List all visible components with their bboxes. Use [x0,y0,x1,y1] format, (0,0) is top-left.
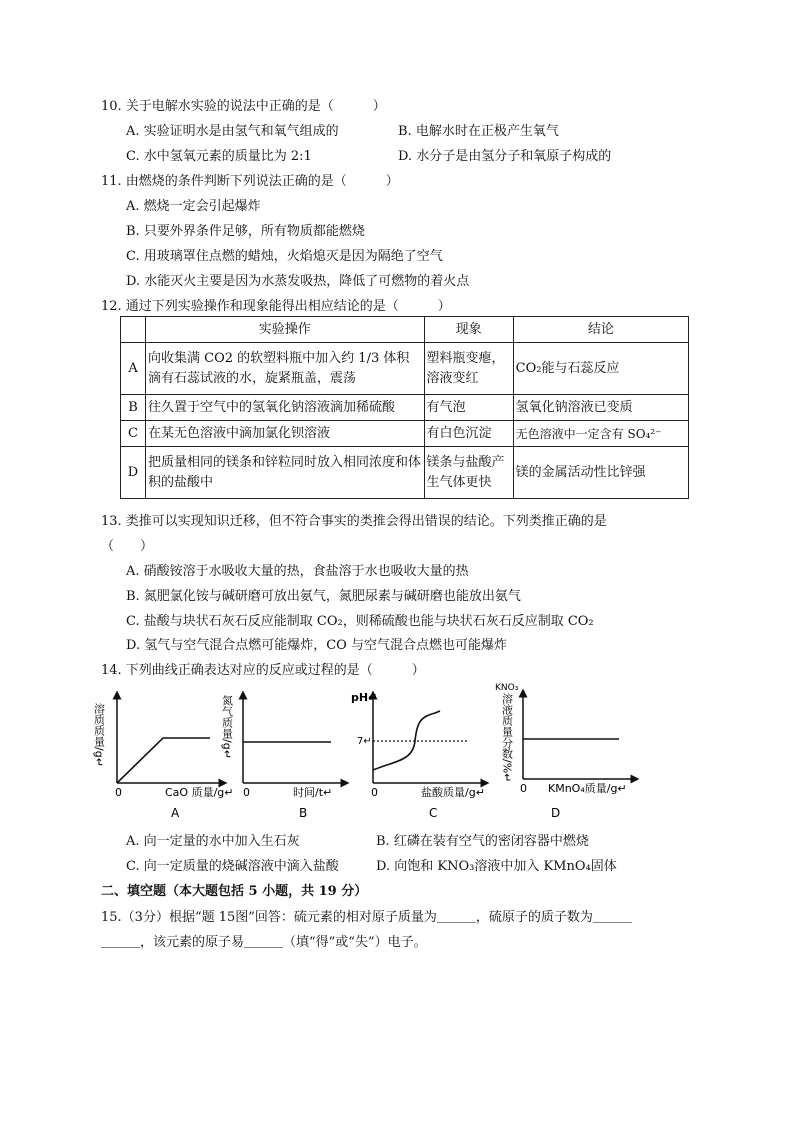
q13-stem-bracket: （ ） [101,539,154,554]
graph-d-ylabel: 溶液质量分数/%↵ [500,693,514,783]
graph-b-origin: 0 [243,786,250,799]
q14-option-c: C. 向一定质量的烧碱溶液中滴入盐酸 [126,859,339,874]
graph-d-origin: 0 [520,782,527,795]
graph-c-ylabel: pH↵ [351,691,378,704]
graph-a-xlabel: CaO 质量/g↵ [165,786,234,799]
q11-option-b: B. 只要外界条件足够，所有物质都能燃烧 [126,224,365,239]
table-header [121,317,146,343]
row-conclusion: 镁的金属活动性比锌强 [513,447,688,499]
q13-stem: 13. 类推可以实现知识迁移，但不符合事实的类推会得出错误的结论。下列类推正确的是 [101,514,607,529]
graph-b-ylabel: 氮气质量/g↵ [220,695,234,759]
table-row [121,343,689,395]
q14-option-b: B. 红磷在装有空气的密闭容器中燃烧 [376,834,589,849]
q11-option-c: C. 用玻璃罩住点燃的蜡烛，火焰熄灭是因为隔绝了空气 [126,249,443,264]
graph-c-id: C [429,806,438,820]
q14-stem: 14. 下列曲线正确表达对应的反应或过程的是（ ） [101,663,425,678]
graph-a-id: A [171,806,180,820]
graph-c-mark-7: 7↵ [357,736,372,747]
experiment-table [120,316,689,499]
q13-option-a: A. 硝酸铵溶于水吸收大量的热，食盐溶于水也吸收大量的热 [126,564,469,579]
row-operation: 把质量相同的镁条和锌粒同时放入相同浓度和体积的盐酸中 [146,447,424,499]
graph-a-ylabel: 溶质质量/g↵ [92,703,106,767]
row-id: A [121,343,146,395]
row-operation: 向收集满 CO2 的软塑料瓶中加入约 1/3 体积滴有石蕊试液的水，旋紧瓶盖，震荡 [146,343,424,395]
graph-b-id: B [299,806,308,820]
table-row [121,395,689,421]
row-phenomenon: 塑料瓶变瘪，溶液变红 [424,343,513,395]
graph-a [93,695,234,820]
graph-b-xlabel: 时间/t↵ [293,786,333,799]
section-heading: 二、填空题（本大题包括 5 小题，共 19 分） [101,884,368,899]
graph-c-origin: 0 [371,786,378,799]
q15-line1: 15.（3分）根据“题 15图”回答：硫元素的相对原子质量为＿＿＿，硫原子的质子数为＿＿＿ [101,910,632,925]
q13-option-c: C. 盐酸与块状石灰石反应能制取 CO₂，则稀硫酸也能与块状石灰石反应制取 CO₂ [126,614,594,629]
q10-option-b: B. 电解水时在正极产生氧气 [398,124,559,139]
q15-line2: ＿＿＿，该元素的原子易＿＿＿（填“得”或“失”）电子。 [101,935,427,950]
graph-a-curve [117,738,210,783]
row-phenomenon: 有气泡 [424,395,513,421]
q11-option-d: D. 水能灭火主要是因为水蒸发吸热，降低了可燃物的着火点 [126,274,470,289]
q14-option-d: D. 向饱和 KNO₃溶液中加入 KMnO₄固体 [376,859,617,874]
row-conclusion: 无色溶液中一定含有 SO₄²⁻ [513,421,688,447]
graph-d-ylabel-top: KNO₃ [495,683,519,693]
row-phenomenon: 镁条与盐酸产生气体更快 [424,447,513,499]
row-conclusion: 氢氧化钠溶液已变质 [513,395,688,421]
q10-option-a: A. 实验证明水是由氢气和氧气组成的 [126,124,339,139]
q14-option-a: A. 向一定量的水中加入生石灰 [126,834,300,849]
graph-a-origin: 0 [115,786,122,799]
row-id: B [121,395,146,421]
row-operation: 往久置于空气中的氢氧化钠溶液滴加稀硫酸 [146,395,424,421]
q13-option-b: B. 氮肥氯化铵与碱研磨可放出氨气，氮肥尿素与碱研磨也能放出氨气 [126,589,521,604]
row-operation: 在某无色溶液中滴加氯化钡溶液 [146,421,424,447]
table-header: 实验操作 [146,317,424,343]
q11-stem: 11. 由燃烧的条件判断下列说法正确的是（ ） [101,174,399,189]
table-row [121,421,689,447]
q10-stem: 10. 关于电解水实验的说法中正确的是（ ） [101,99,386,114]
row-conclusion: CO₂能与石蕊反应 [513,343,688,395]
q11-option-a: A. 燃烧一定会引起爆炸 [126,199,261,214]
row-id: C [121,421,146,447]
graph-b [221,694,346,820]
table-row [121,447,689,499]
graph-c-xlabel: 盐酸质量/g↵ [421,786,485,799]
row-id: D [121,447,146,499]
q10-option-d: D. 水分子是由氢分子和氧原子构成的 [398,149,612,164]
graph-d [495,683,635,820]
q13-option-d: D. 氢气与空气混合点燃可能爆炸，CO 与空气混合点燃也可能爆炸 [126,638,507,653]
table-header: 现象 [424,317,513,343]
graph-d-id: D [551,806,561,820]
graph-c [351,691,485,820]
row-phenomenon: 有白色沉淀 [424,421,513,447]
graph-d-xlabel: KMnO₄质量/g↵ [548,782,627,795]
q12-stem: 12. 通过下列实验操作和现象能得出相应结论的是（ ） [101,299,451,314]
table-header: 结论 [513,317,688,343]
table-header-row [121,317,689,343]
q14-graphs [92,683,655,825]
q10-option-c: C. 水中氢氧元素的质量比为 2:1 [126,149,312,164]
